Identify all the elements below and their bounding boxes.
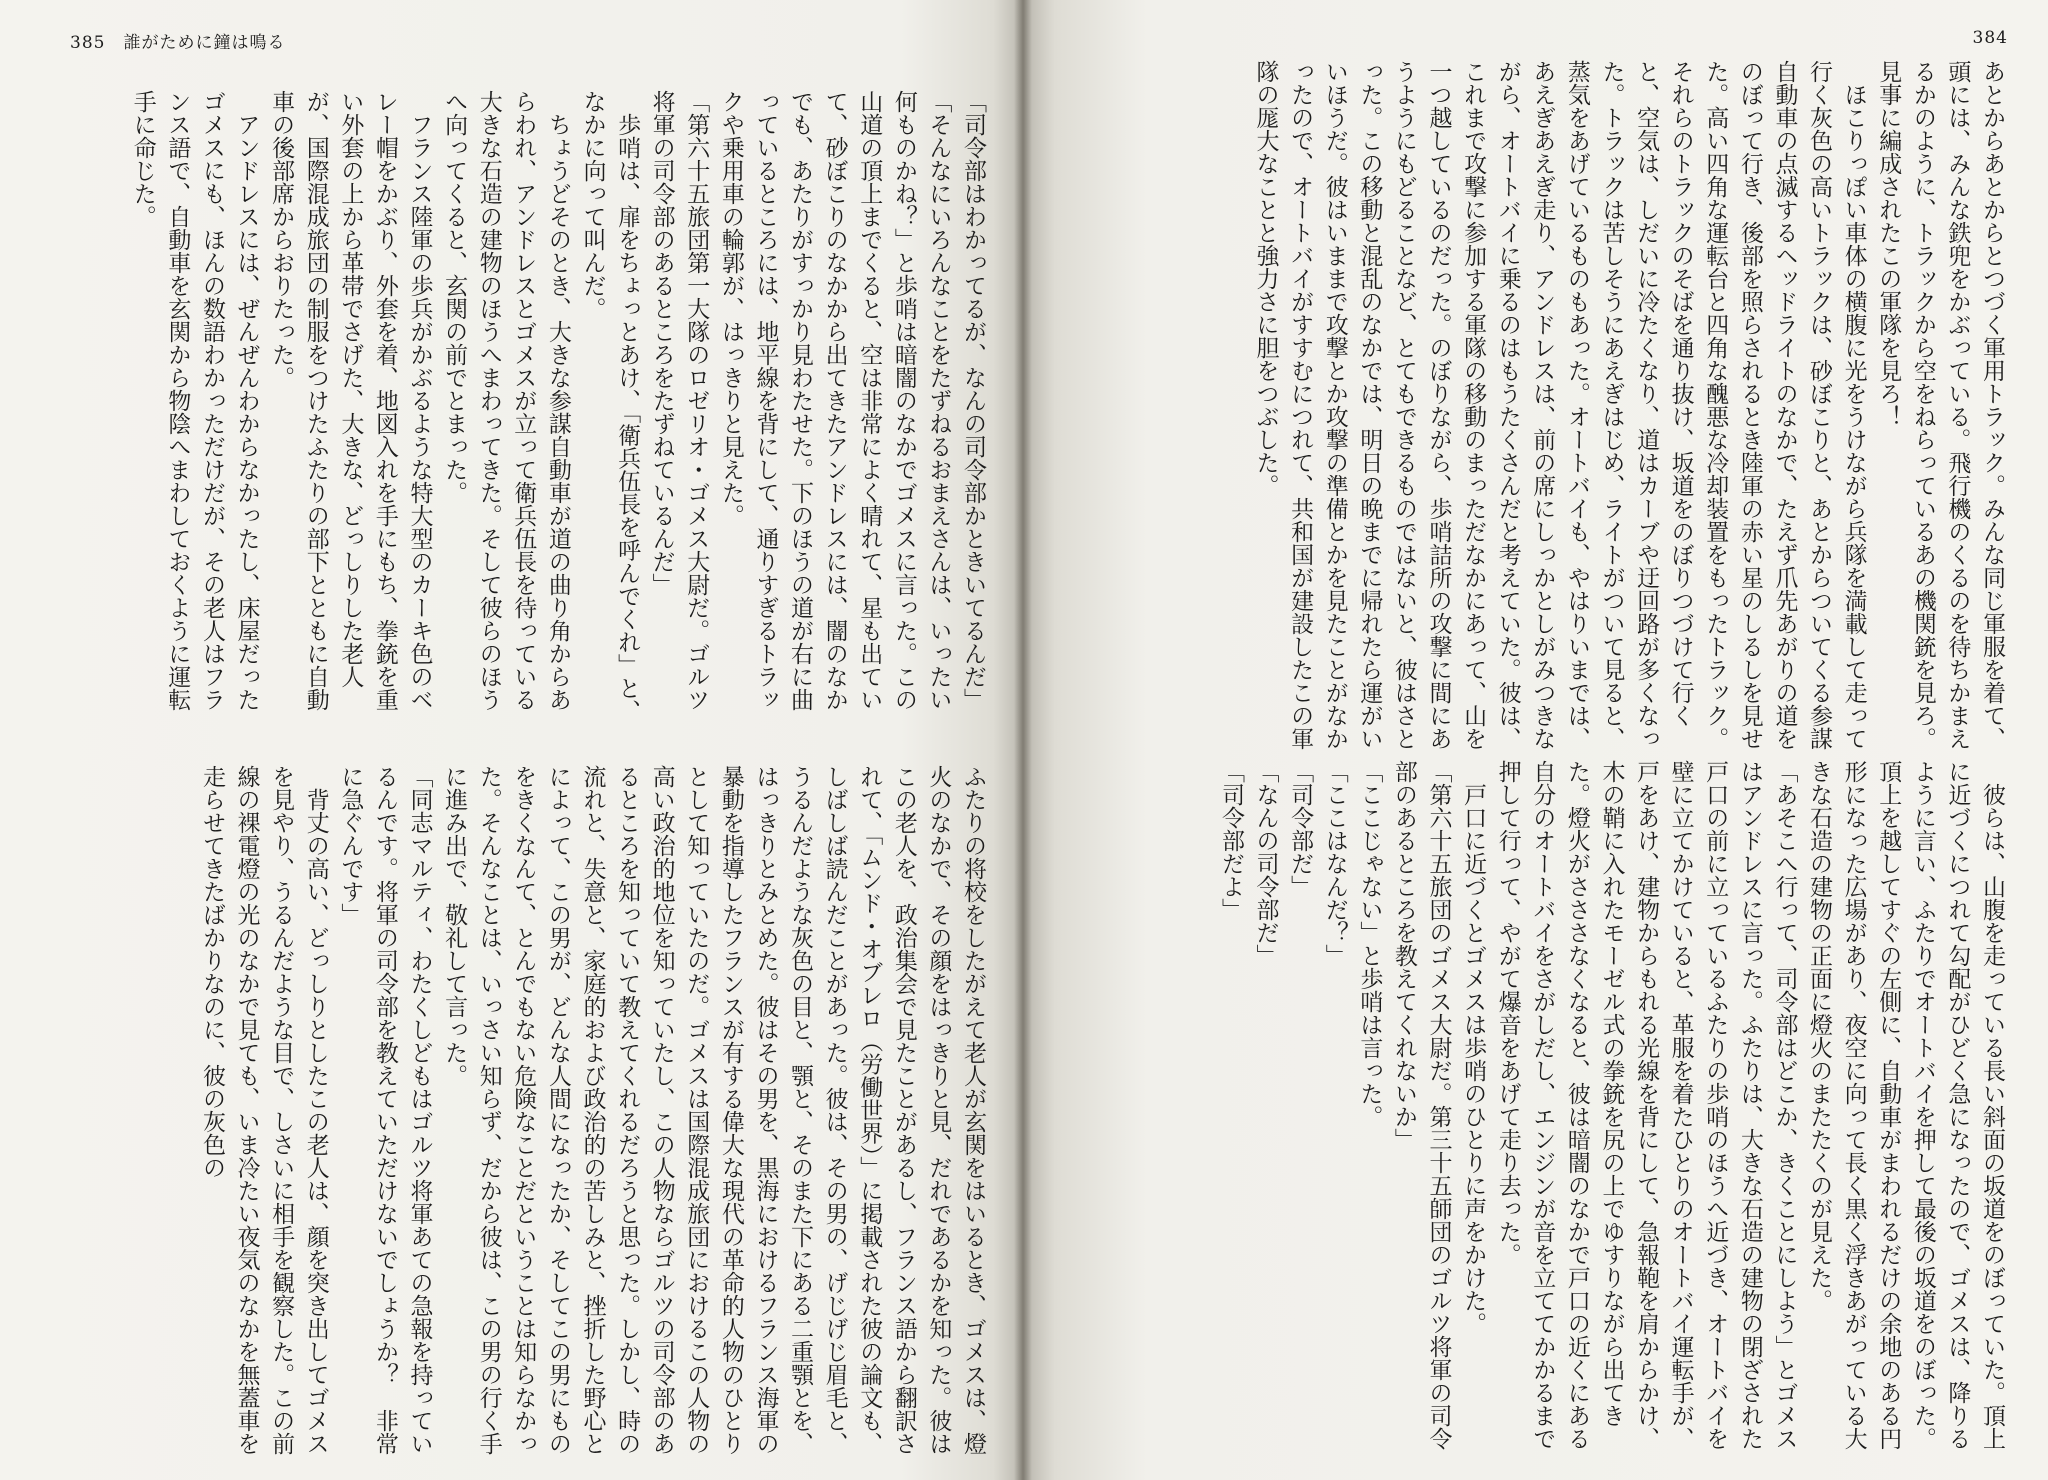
paragraph: 「司令部だよ」 bbox=[1217, 760, 1244, 921]
paragraph: 戸口に近づくとゴメスは歩哨のひとりに声をかけた。 bbox=[1460, 783, 1487, 1335]
right-page bbox=[1024, 0, 2048, 1480]
paragraph: アンドレスには、ぜんぜんわからなかったし、床屋だったゴメスにも、ほんの数語わかっただけだが、その老人はフランス語で、自動車を玄関から物陰へまわしておくように運転手に命じた。 bbox=[129, 90, 260, 711]
left-top-text-block bbox=[60, 90, 990, 730]
paragraph: 「司令部だ」 bbox=[1287, 760, 1314, 898]
paragraph: 背丈の高い、どっしりとしたこの老人は、顔を突き出してゴメスを見やり、うるんだような目で、しさいに相手を観察した。この前線の裸電燈の光のなかで見ても、いま冷たい夜気のなかを無蓋車を走らせてきたばかりなのに、彼の灰色の bbox=[198, 765, 329, 1455]
right-page-header bbox=[1973, 28, 2008, 48]
paragraph: 「第六十五旅団第一大隊のロゼリオ・ゴメス大尉だ。ゴルツ将軍の司令部のあるところをたずねているんだ」 bbox=[648, 90, 710, 711]
paragraph: ほこりっぽい車体の横腹に光をうけながら兵隊を満載して走って行く灰色の高いトラックは、砂ぼこりと、あとからついてくる参謀自動車の点滅するヘッドライトのなかで、たえず爪先あがりの道をのぼって行き、後部を照らされるとき陸軍の赤い星のしるしを見せた。高い四角な運転台と四角な醜悪な冷却装置をもったトラック。それらのトラックのそばを通り抜け、坂道をのぼりつづけて行くと、空気は、しだいに冷たくなり、道はカーブや迂回路が多くなった。トラックは苦しそうにあえぎはじめ、ライトがついて見ると、蒸気をあげているものもあった。オートバイも、やはりいまでは、あえぎあえぎ走り、アンドレスは、前の席にしっかとしがみつきながら、オートバイに乗るのはもうたくさんだと考えていた。彼は、これまで攻撃に参加する軍隊の移動のまっただなかにあって、山を一つ越しているのだった。のぼりながら、歩哨詰所の攻撃に間にあうようにもどることなど、とてもできるものではないと、彼はさとった。この移動と混乱のなかでは、明日の晩までに帰れたら運がいいほうだ。彼はいままで攻撃とか攻撃の準備とかを見たことがなかったので、オートバイがすすむにつれて、共和国が建設したこの軍隊の厖大なことと強力さに胆をつぶした。 bbox=[1252, 60, 1867, 750]
paragraph: 「ここじゃない」と歩哨は言った。 bbox=[1356, 760, 1383, 1128]
paragraph: あとからあとからとつづく軍用トラック。みんな同じ軍服を着て、頭には、みんな鉄兜をかぶっている。飛行機のくるのを待ちかまえるかのように、トラックから空をねらっているあの機関銃を見ろ。見事に編成されたこの軍隊を見ろ！ bbox=[1875, 60, 2005, 750]
paragraph: ちょうどそのとき、大きな参謀自動車が道の曲り角からあらわれ、アンドレスとゴメスが立って衛兵伍長を待っている大きな石造の建物のほうへまわってきた。そして彼らのほうへ向ってくると、玄関の前でとまった。 bbox=[441, 90, 571, 711]
left-page-header bbox=[70, 28, 285, 53]
paragraph: フランス陸軍の歩兵がかぶるような特大型のカーキ色のベレー帽をかぶり、外套を着、地図入れを手にもち、拳銃を重い外套の上から革帯でさげた、大きな、どっしりした老人が、国際混成旅団の制服をつけたふたりの部下とともに自動車の後部席からおりたった。 bbox=[268, 90, 433, 711]
page-number: 385 bbox=[70, 33, 106, 53]
paragraph: 彼らは、山腹を走っている長い斜面の坂道をのぼっていた。頂上に近づくにつれて勾配がひどく急になったので、ゴメスは、降りるように言い、ふたりでオートバイを押して最後の坂道をのぼった。頂上を越してすぐの左側に、自動車がまわれるだけの余地のある円形になった広場があり、夜空に向って長く黒く浮きあがっている大きな石造の建物の正面に燈火のまたたくのが見えた。 bbox=[1806, 760, 2005, 1450]
paragraph: 歩哨は、扉をちょっとあけ、「衛兵伍長を呼んでくれ」と、なかに向って叫んだ。 bbox=[579, 90, 641, 723]
paragraph: ふたりの将校をしたがえて老人が玄関をはいるとき、ゴメスは、燈火のなかで、その顔をはっきりと見、だれであるかを知った。彼はこの老人を、政治集会で見たことがあるし、フランス語から翻訳されて、「ムンド・オブレロ（労働世界）」に掲載された彼の論文も、しばしば読んだことがあった。彼は、その男の、げじげじ眉毛と、うるんだような灰色の目と、顎と、そのまた下にある二重顎とを、はっきりとみとめた。彼はその男を、黒海におけるフランス海軍の暴動を指導したフランスが有する偉大な現代の革命的人物のひとりとして知っていたのだ。ゴメスは国際混成旅団におけるこの人物の高い政治的地位を知っていたし、この人物ならゴルツの司令部のあるところを知っていて教えてくれるだろうと思った。しかし、時の流れと、失意と、家庭的および政治的の苦しみと、挫折した野心とによって、この男が、どんな人間になったか、そしてこの男にものをきくなんて、とんでもない危険なことだということは知らなかった。そんなことは、いっさい知らず、だから彼は、この男の行く手に進み出で、敬礼して言った。 bbox=[441, 765, 986, 1455]
paragraph: 「あそこへ行って、司令部はどこか、きくことにしよう」とゴメスはアンドレスに言った。ふたりは、大きな石造の建物の閉ざされた戸口の前に立っているふたりの歩哨のほうへ近づき、オートバイを壁に立てかけていると、革服を着たひとりのオートバイ運転手が、戸をあけ、建物からもれる光線を背にして、急報鞄を肩からかけ、木の鞘に入れたモーゼル式の拳銃を尻の上でゆすりながら出てきた。燈火がさささなくなると、彼は暗闇のなかで戸口の近くにある自分のオートバイをさがしだし、エンジンが音を立ててかかるまで押して行って、やがて爆音をあげて走り去った。 bbox=[1494, 760, 1798, 1450]
paragraph: 「なんの司令部だ」 bbox=[1252, 760, 1279, 967]
left-bottom-text-block bbox=[60, 765, 990, 1455]
right-top-text-block bbox=[1104, 60, 2009, 760]
paragraph: 「司令部はわかってるが、なんの司令部かときいてるんだ」 bbox=[960, 90, 986, 711]
book-gutter bbox=[1014, 0, 1032, 1480]
paragraph: 「同志マルティ、わたくしどもはゴルツ将軍あての急報を持っているんです。将軍の司令部を教えていただけないでしょうか？ 非常に急ぐんです」 bbox=[337, 765, 433, 1455]
right-bottom-text-block bbox=[1104, 760, 2009, 1460]
running-title: 誰がために鐘は鳴る bbox=[123, 33, 286, 53]
paragraph: 「ここはなんだ？」 bbox=[1321, 760, 1348, 967]
paragraph: 「そんなにいろんなことをたずねるおまえさんは、いったい何ものかね？」と歩哨は暗闇のなかでゴメスに言った。この山道の頂上までくると、空は非常によく晴れて、星も出ていて、砂ぼこりのなかから出てきたアンドレスには、闇のなかでも、あたりがすっかり見わたせた。下のほうの道が右に曲っているところには、地平線を背にして、通りすぎるトラックや乗用車の輪郭が、はっきりと見えた。 bbox=[717, 90, 952, 711]
page-number: 384 bbox=[1972, 28, 2008, 48]
paragraph: 「第六十五旅団のゴメス大尉だ。第三十五師団のゴルツ将軍の司令部のあるところを教えてくれないか」 bbox=[1390, 760, 1452, 1450]
